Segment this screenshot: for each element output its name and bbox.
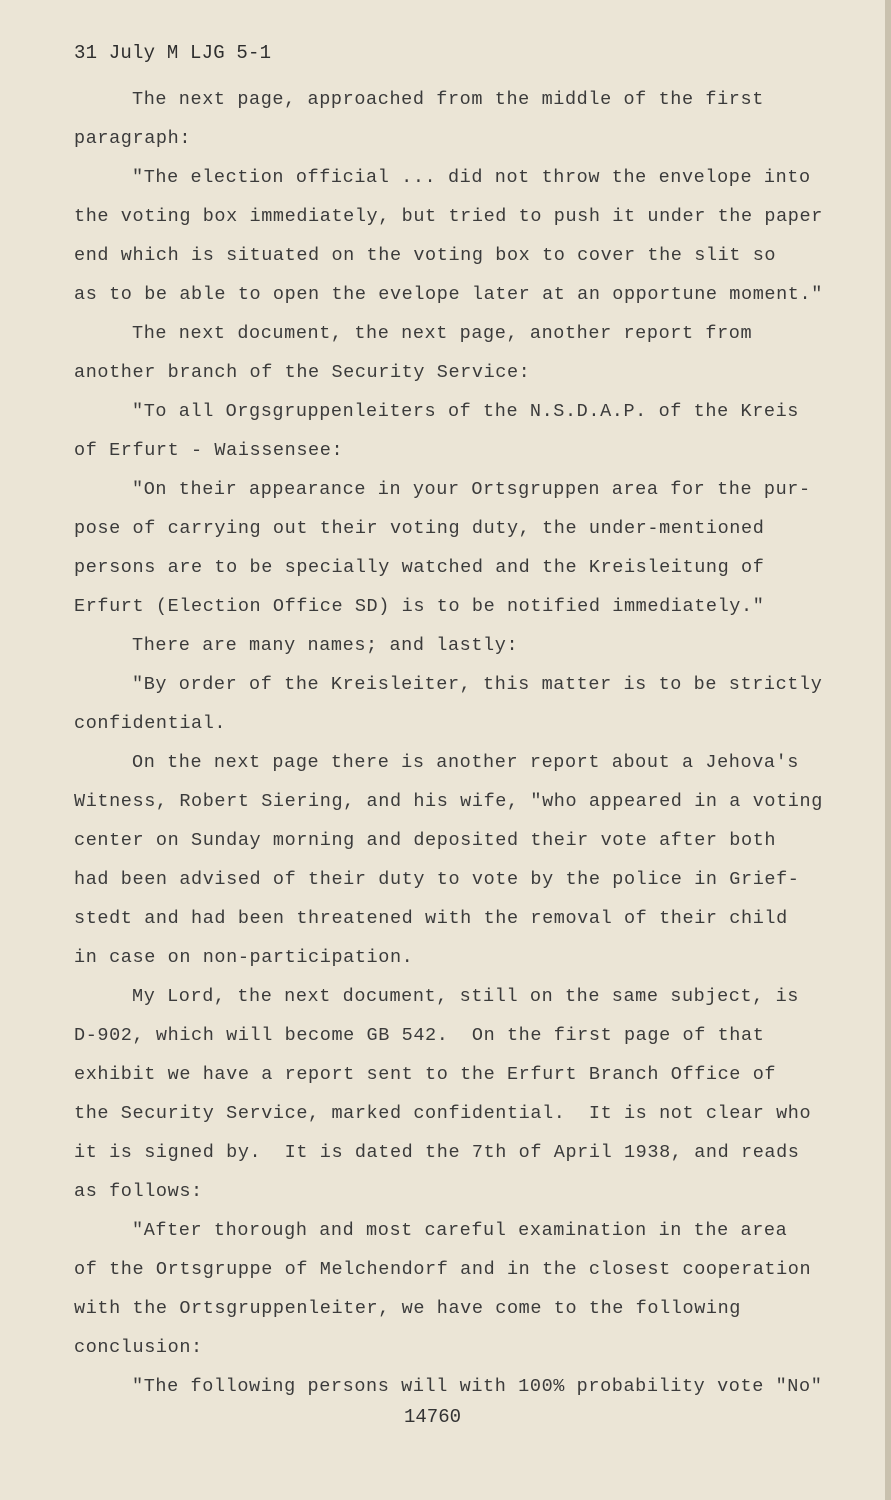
- text-line: as to be able to open the evelope later at an opportune moment.": [74, 284, 823, 305]
- text-line: of Erfurt - Waissensee:: [74, 440, 344, 461]
- text-line: pose of carrying out their voting duty, the under-mentioned: [74, 518, 765, 539]
- text-line: of the Ortsgruppe of Melchendorf and in the closest cooperation: [74, 1259, 812, 1280]
- text-line: persons are to be specially watched and the Kreisleitung of: [74, 557, 765, 578]
- text-line: "By order of the Kreisleiter, this matter is to be strictly: [132, 674, 823, 695]
- text-line: conclusion:: [74, 1337, 203, 1358]
- text-line: the Security Service, marked confidential. It is not clear who: [74, 1103, 812, 1124]
- text-line: center on Sunday morning and deposited their vote after both: [74, 830, 777, 851]
- text-line: it is signed by. It is dated the 7th of April 1938, and reads: [74, 1142, 800, 1163]
- text-line: end which is situated on the voting box to cover the slit so: [74, 245, 777, 266]
- text-line: as follows:: [74, 1181, 203, 1202]
- text-line: the voting box immediately, but tried to push it under the paper: [74, 206, 823, 227]
- text-line: Erfurt (Election Office SD) is to be notified immediately.": [74, 596, 765, 617]
- text-line: "After thorough and most careful examination in the area: [132, 1220, 788, 1241]
- text-line: "On their appearance in your Ortsgruppen area for the pur-: [132, 479, 811, 500]
- text-line: D-902, which will become GB 542. On the first page of that: [74, 1025, 765, 1046]
- text-line: The next page, approached from the middle of the first: [132, 89, 764, 110]
- text-line: confidential.: [74, 713, 227, 734]
- text-line: Witness, Robert Siering, and his wife, "who appeared in a voting: [74, 791, 823, 812]
- text-line: "To all Orgsgruppenleiters of the N.S.D.A.P. of the Kreis: [132, 401, 800, 422]
- text-line: with the Ortsgruppenleiter, we have come to the following: [74, 1298, 742, 1319]
- text-line: There are many names; and lastly:: [132, 635, 519, 656]
- text-line: paragraph:: [74, 128, 192, 149]
- text-line: On the next page there is another report about a Jehova's: [132, 752, 800, 773]
- text-line: exhibit we have a report sent to the Erfurt Branch Office of: [74, 1064, 777, 1085]
- text-line: had been advised of their duty to vote by the police in Grief-: [74, 869, 800, 890]
- document-body: [74, 80, 834, 1406]
- text-line: in case on non-participation.: [74, 947, 414, 968]
- page-edge: [885, 0, 891, 1500]
- text-line: My Lord, the next document, still on the same subject, is: [132, 986, 800, 1007]
- text-line: another branch of the Security Service:: [74, 362, 531, 383]
- text-line: "The election official ... did not throw the envelope into: [132, 167, 811, 188]
- page-number: 14760: [404, 1406, 462, 1428]
- page-header: 31 July M LJG 5-1: [74, 42, 272, 64]
- text-line: The next document, the next page, another report from: [132, 323, 753, 344]
- text-line: "The following persons will with 100% probability vote "No": [132, 1376, 823, 1397]
- text-line: stedt and had been threatened with the removal of their child: [74, 908, 788, 929]
